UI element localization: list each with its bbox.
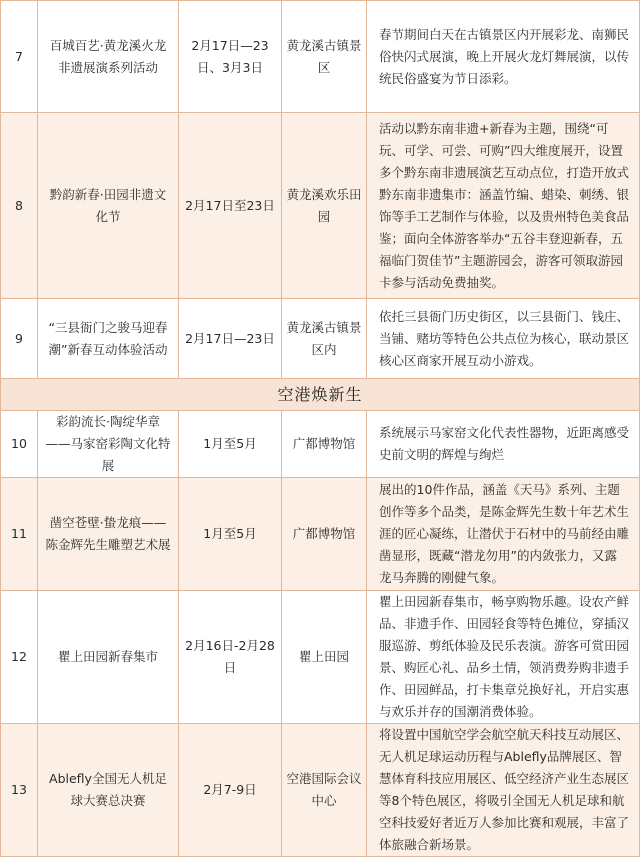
event-description: 活动以黔东南非遗+新春为主题，围绕“可玩、可学、可尝、可购”四大维度展开，设置多个黔东南非遗展演艺互动点位，打造开放式黔东南非遗集市：涵盖竹编、蜡染、刺绣、银饰等手工艺制作与体验，以及贵州特色美食品鉴；面向全体游客举办“五谷丰登迎新春，五福临门贺佳节”主题游园会，游客可领取游园卡参与活动免费抽奖。	[367, 113, 640, 299]
event-venue: 瞿上田园	[282, 591, 367, 724]
event-date: 2月16日-2月28日	[179, 591, 282, 724]
event-date: 2月7-9日	[179, 724, 282, 857]
event-date: 2月17日—23日、3月3日	[179, 1, 282, 113]
table-row	[1, 411, 640, 478]
event-venue: 空港国际会议中心	[282, 724, 367, 857]
event-venue: 黄龙溪古镇景区	[282, 1, 367, 113]
event-description: 展出的10件作品，涵盖《天马》系列、主题创作等多个品类，是陈金辉先生数十年艺术生涯的匠心凝练，让潜伏于石材中的马前经由雕凿显形，既藏“潜龙勿用”的内敛张力，又露龙马奔腾的刚健气象。	[367, 478, 640, 591]
event-description: 瞿上田园新春集市，畅享购物乐趣。设农产鲜品、非遗手作、田园轻食等特色摊位，穿插汉服巡游、剪纸体验及民乐表演。游客可赏田园景、购匠心礼、品乡土情，领消费券购非遗手作、田园鲜品，打卡集章兑换好礼，开启实惠与欢乐并存的国潮消费体验。	[367, 591, 640, 724]
row-number: 9	[1, 299, 38, 379]
event-name: “三县衙门之骏马迎春潮”新春互动体验活动	[38, 299, 179, 379]
event-name: 瞿上田园新春集市	[38, 591, 179, 724]
event-name: Ablefly全国无人机足球大赛总决赛	[38, 724, 179, 857]
table-row	[1, 113, 640, 299]
table-row	[1, 1, 640, 113]
table-row	[1, 724, 640, 857]
event-description: 将设置中国航空学会航空航天科技互动展区、无人机足球运动历程与Ablefly品牌展区、智慧体育科技应用展区、低空经济产业生态展区等8个特色展区，将吸引全国无人机足球和航空科技爱好者近万人参加比赛和观展，丰富了体旅融合新场景。	[367, 724, 640, 857]
event-venue: 黄龙溪欢乐田园	[282, 113, 367, 299]
table-row	[1, 478, 640, 591]
section-header-row	[1, 379, 640, 411]
event-name: 黔韵新春·田园非遗文化节	[38, 113, 179, 299]
event-date: 2月17日—23日	[179, 299, 282, 379]
row-number: 13	[1, 724, 38, 857]
table-row	[1, 591, 640, 724]
event-description: 系统展示马家窑文化代表性器物，近距离感受史前文明的辉煌与绚烂	[367, 411, 640, 478]
row-number: 11	[1, 478, 38, 591]
event-description: 春节期间白天在古镇景区内开展彩龙、南狮民俗快闪式展演，晚上开展火龙灯舞展演，以传统民俗盛宴为节日添彩。	[367, 1, 640, 113]
row-number: 12	[1, 591, 38, 724]
event-venue: 黄龙溪古镇景区内	[282, 299, 367, 379]
event-description: 依托三县衙门历史街区，以三县衙门、钱庄、当铺、赌坊等特色公共点位为核心，联动景区核心区商家开展互动小游戏。	[367, 299, 640, 379]
event-date: 1月至5月	[179, 411, 282, 478]
section-title: 空港焕新生	[1, 379, 640, 411]
row-number: 10	[1, 411, 38, 478]
table-row	[1, 299, 640, 379]
event-date: 2月17日至23日	[179, 113, 282, 299]
event-name: 百城百艺·黄龙溪火龙非遗展演系列活动	[38, 1, 179, 113]
event-name: 凿空苍壁·蛰龙痕——陈金辉先生雕塑艺术展	[38, 478, 179, 591]
event-venue: 广都博物馆	[282, 411, 367, 478]
event-name: 彩韵流长·陶绽华章——马家窑彩陶文化特展	[38, 411, 179, 478]
event-venue: 广都博物馆	[282, 478, 367, 591]
row-number: 8	[1, 113, 38, 299]
row-number: 7	[1, 1, 38, 113]
event-date: 1月至5月	[179, 478, 282, 591]
